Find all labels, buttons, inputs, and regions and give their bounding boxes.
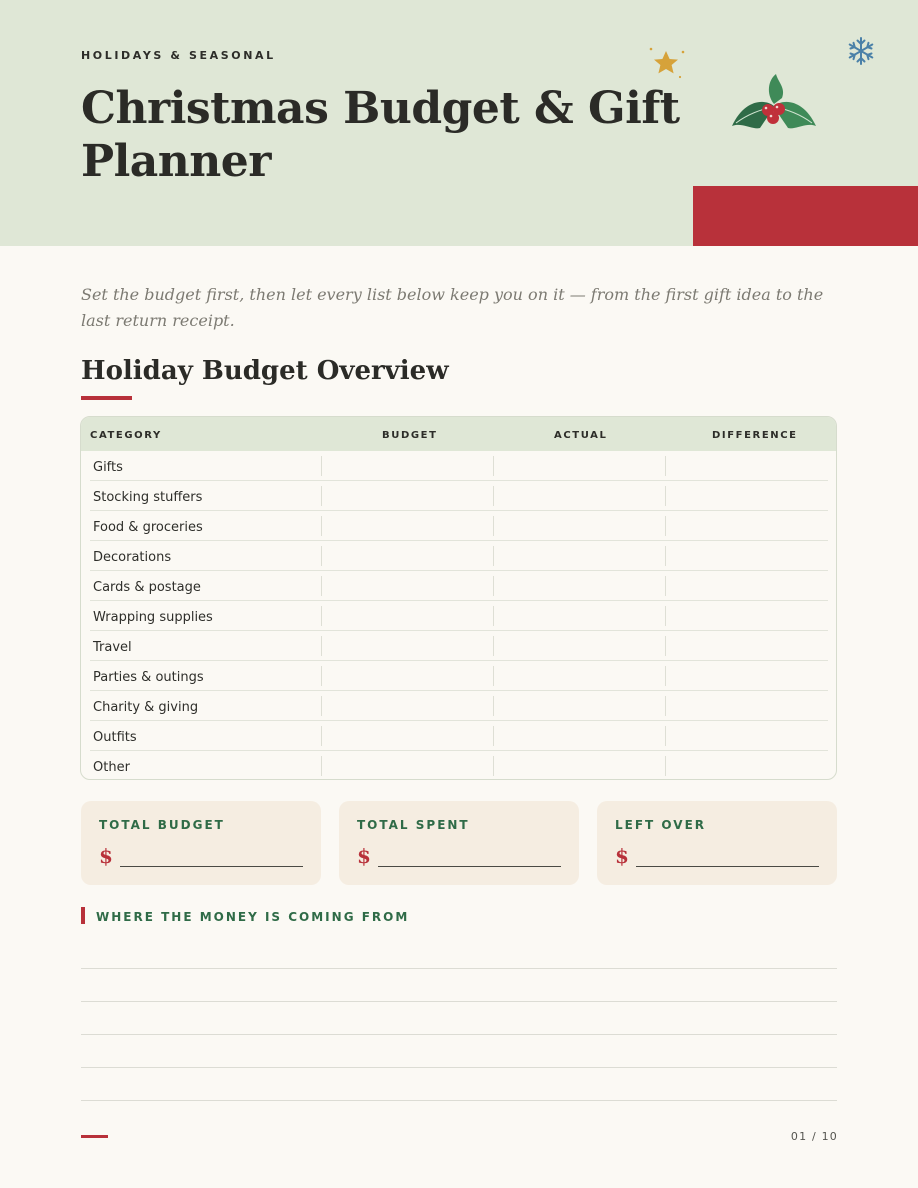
total-budget-field[interactable] — [120, 866, 303, 867]
category-kicker: HOLIDAYS & SEASONAL — [81, 49, 276, 62]
header-accent-block — [693, 186, 918, 246]
difference-cell[interactable] — [665, 696, 666, 716]
budget-cell[interactable] — [321, 726, 322, 746]
actual-cell[interactable] — [493, 726, 494, 746]
totals-summary — [81, 801, 837, 885]
intro-text: Set the budget first, then let every list below keep you on it — from the first gift idea to the last return receipt. — [81, 285, 824, 330]
actual-cell[interactable] — [493, 696, 494, 716]
table-row — [81, 451, 836, 481]
table-row — [81, 751, 836, 780]
dollar-sign: $ — [357, 844, 371, 868]
category-label: Charity & giving — [93, 700, 199, 715]
category-label: Decorations — [93, 550, 172, 565]
category-label: Other — [93, 760, 130, 775]
money-source-heading: WHERE THE MONEY IS COMING FROM — [96, 910, 410, 924]
difference-cell[interactable] — [665, 756, 666, 776]
source-accent-bar — [81, 907, 85, 924]
category-label: Parties & outings — [93, 670, 204, 685]
column-header-category: CATEGORY — [90, 430, 162, 441]
budget-cell[interactable] — [321, 486, 322, 506]
page-title: Christmas Budget & Gift Planner — [81, 83, 680, 187]
left-over-field[interactable] — [636, 866, 819, 867]
actual-cell[interactable] — [493, 486, 494, 506]
actual-cell[interactable] — [493, 546, 494, 566]
table-row — [81, 541, 836, 571]
total-budget-label: TOTAL BUDGET — [99, 818, 225, 832]
difference-cell[interactable] — [665, 636, 666, 656]
difference-cell[interactable] — [665, 456, 666, 476]
column-header-budget: BUDGET — [382, 430, 438, 441]
left-over-card — [597, 801, 837, 885]
difference-cell[interactable] — [665, 606, 666, 626]
page-number: 01 / 10 — [790, 1130, 838, 1143]
column-header-actual: ACTUAL — [554, 430, 608, 441]
category-label: Travel — [93, 640, 132, 655]
table-row — [81, 601, 836, 631]
table-row — [81, 511, 836, 541]
category-label: Food & groceries — [93, 520, 203, 535]
star-icon — [647, 45, 687, 81]
difference-cell[interactable] — [665, 486, 666, 506]
money-source-line[interactable] — [81, 1001, 837, 1002]
budget-cell[interactable] — [321, 546, 322, 566]
category-label: Stocking stuffers — [93, 490, 203, 505]
section-underline — [81, 396, 132, 400]
dollar-sign: $ — [615, 844, 629, 868]
actual-cell[interactable] — [493, 516, 494, 536]
difference-cell[interactable] — [665, 546, 666, 566]
money-source-line[interactable] — [81, 968, 837, 969]
money-source-line[interactable] — [81, 1067, 837, 1068]
category-label: Cards & postage — [93, 580, 201, 595]
budget-cell[interactable] — [321, 666, 322, 686]
difference-cell[interactable] — [665, 576, 666, 596]
budget-overview-table — [80, 416, 837, 780]
difference-cell[interactable] — [665, 726, 666, 746]
table-header — [81, 417, 836, 451]
column-header-difference: DIFFERENCE — [712, 430, 798, 441]
category-label: Gifts — [93, 460, 123, 475]
left-over-label: LEFT OVER — [615, 818, 707, 832]
total-budget-card — [81, 801, 321, 885]
actual-cell[interactable] — [493, 756, 494, 776]
difference-cell[interactable] — [665, 666, 666, 686]
budget-cell[interactable] — [321, 576, 322, 596]
footer-accent — [81, 1135, 108, 1138]
table-row — [81, 661, 836, 691]
table-row — [81, 571, 836, 601]
snowflake-icon — [846, 36, 876, 66]
category-label: Wrapping supplies — [93, 610, 213, 625]
budget-cell[interactable] — [321, 696, 322, 716]
total-spent-card — [339, 801, 579, 885]
budget-cell[interactable] — [321, 516, 322, 536]
holly-icon — [728, 72, 820, 136]
actual-cell[interactable] — [493, 576, 494, 596]
money-source-line[interactable] — [81, 1034, 837, 1035]
budget-cell[interactable] — [321, 456, 322, 476]
money-source-line[interactable] — [81, 1100, 837, 1101]
category-label: Outfits — [93, 730, 137, 745]
budget-cell[interactable] — [321, 756, 322, 776]
actual-cell[interactable] — [493, 606, 494, 626]
total-spent-label: TOTAL SPENT — [357, 818, 470, 832]
actual-cell[interactable] — [493, 636, 494, 656]
table-row — [81, 481, 836, 511]
difference-cell[interactable] — [665, 516, 666, 536]
budget-cell[interactable] — [321, 636, 322, 656]
table-row — [81, 691, 836, 721]
actual-cell[interactable] — [493, 666, 494, 686]
dollar-sign: $ — [99, 844, 113, 868]
table-row — [81, 721, 836, 751]
total-spent-field[interactable] — [378, 866, 561, 867]
budget-cell[interactable] — [321, 606, 322, 626]
table-row — [81, 631, 836, 661]
actual-cell[interactable] — [493, 456, 494, 476]
section-title: Holiday Budget Overview — [81, 356, 449, 386]
